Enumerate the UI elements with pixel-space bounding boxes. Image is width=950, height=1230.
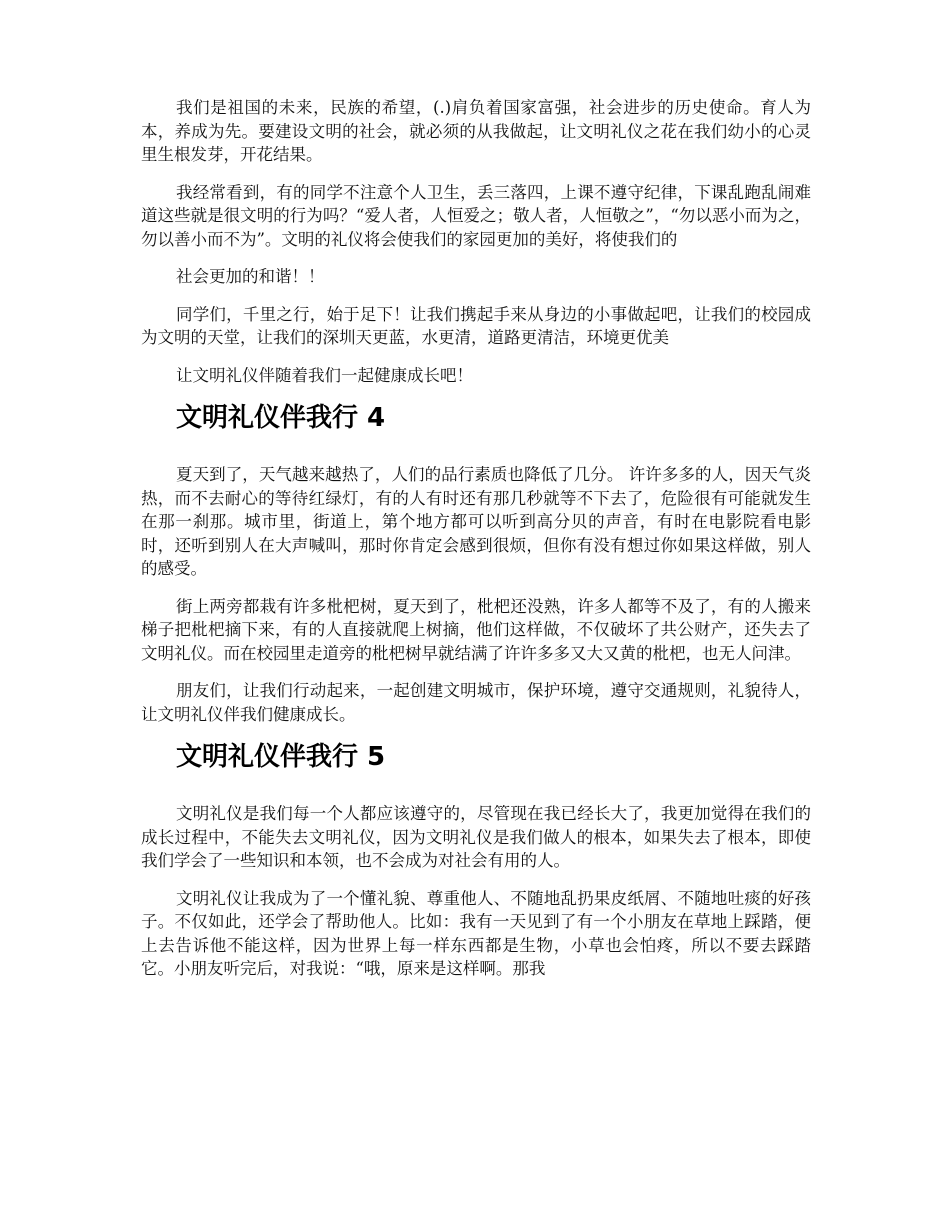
section-heading-5: 文明礼仪伴我行 5 [176,742,386,772]
paragraph: 同学们，千里之行，始于足下！让我们携起手来从身边的小事做起吧，让我们的校园成为文明的天堂，让我们的深圳天更蓝，水更清，道路更清洁，环境更优美 [141,304,811,347]
paragraph: 街上两旁都栽有许多枇杷树，夏天到了，枇杷还没熟，许多人都等不及了，有的人搬来梯子把枇杷摘下来，有的人直接就爬上树摘，他们这样做，不仅破坏了共公财产，还失去了文明礼仪。而在校园里走道旁的枇杷树早就结满了许许多多又大又黄的枇杷，也无人问津。 [141,596,811,663]
paragraph: 让文明礼仪伴随着我们一起健康成长吧！ [176,365,473,385]
document-page [141,96,811,995]
paragraph: 我们是祖国的未来，民族的希望，(.)肩负着国家富强，社会进步的历史使命。育人为本，养成为先。要建设文明的社会，就必须的从我做起，让文明礼仪之花在我们幼小的心灵里生根发芽，开花结果。 [141,98,811,164]
section-heading-4: 文明礼仪伴我行 4 [176,403,386,433]
paragraph: 社会更加的和谐！！ [176,267,325,286]
paragraph: 夏天到了，天气越来越热了，人们的品行素质也降低了几分。 许许多多的人，因天气炎热，而不去耐心的等待红绿灯，有的人有时还有那几秒就等不下去了，危险很有可能就发生在那一刹那。城市里，街道上，第个地方都可以听到高分贝的声音，有时在电影院看电影时，还听到别人在大声喊叫，那时你肯定会感到很烦，但你有没有想过你如果这样做，别人的感受。 [141,465,811,578]
paragraph: 朋友们，让我们行动起来，一起创建文明城市，保护环境，遵守交通规则，礼貌待人，让文明礼仪伴我们健康成长。 [141,681,811,724]
paragraph: 我经常看到，有的同学不注意个人卫生，丢三落四，上课不遵守纪律，下课乱跑乱闹难道这些就是很文明的行为吗？“爱人者，人恒爱之；敬人者，人恒敬之”，“勿以恶小而为之，勿以善小而不为”。文明的礼仪将会使我们的家园更加的美好，将使我们的 [141,182,811,249]
paragraph: 文明礼仪让我成为了一个懂礼貌、尊重他人、不随地乱扔果皮纸屑、不随地吐痰的好孩子。不仅如此，还学会了帮助他人。比如：我有一天见到了有一个小朋友在草地上踩踏，便上去告诉他不能这样，因为世界上每一样东西都是生物，小草也会怕疼，所以不要去踩踏它。小朋友听完后，对我说：“哦，原来是这样啊。那我 [141,888,811,978]
paragraph: 文明礼仪是我们每一个人都应该遵守的，尽管现在我已经长大了，我更加觉得在我们的成长过程中，不能失去文明礼仪，因为文明礼仪是我们做人的根本，如果失去了根本，即使我们学会了一些知识和本领，也不会成为对社会有用的人。 [141,804,811,870]
